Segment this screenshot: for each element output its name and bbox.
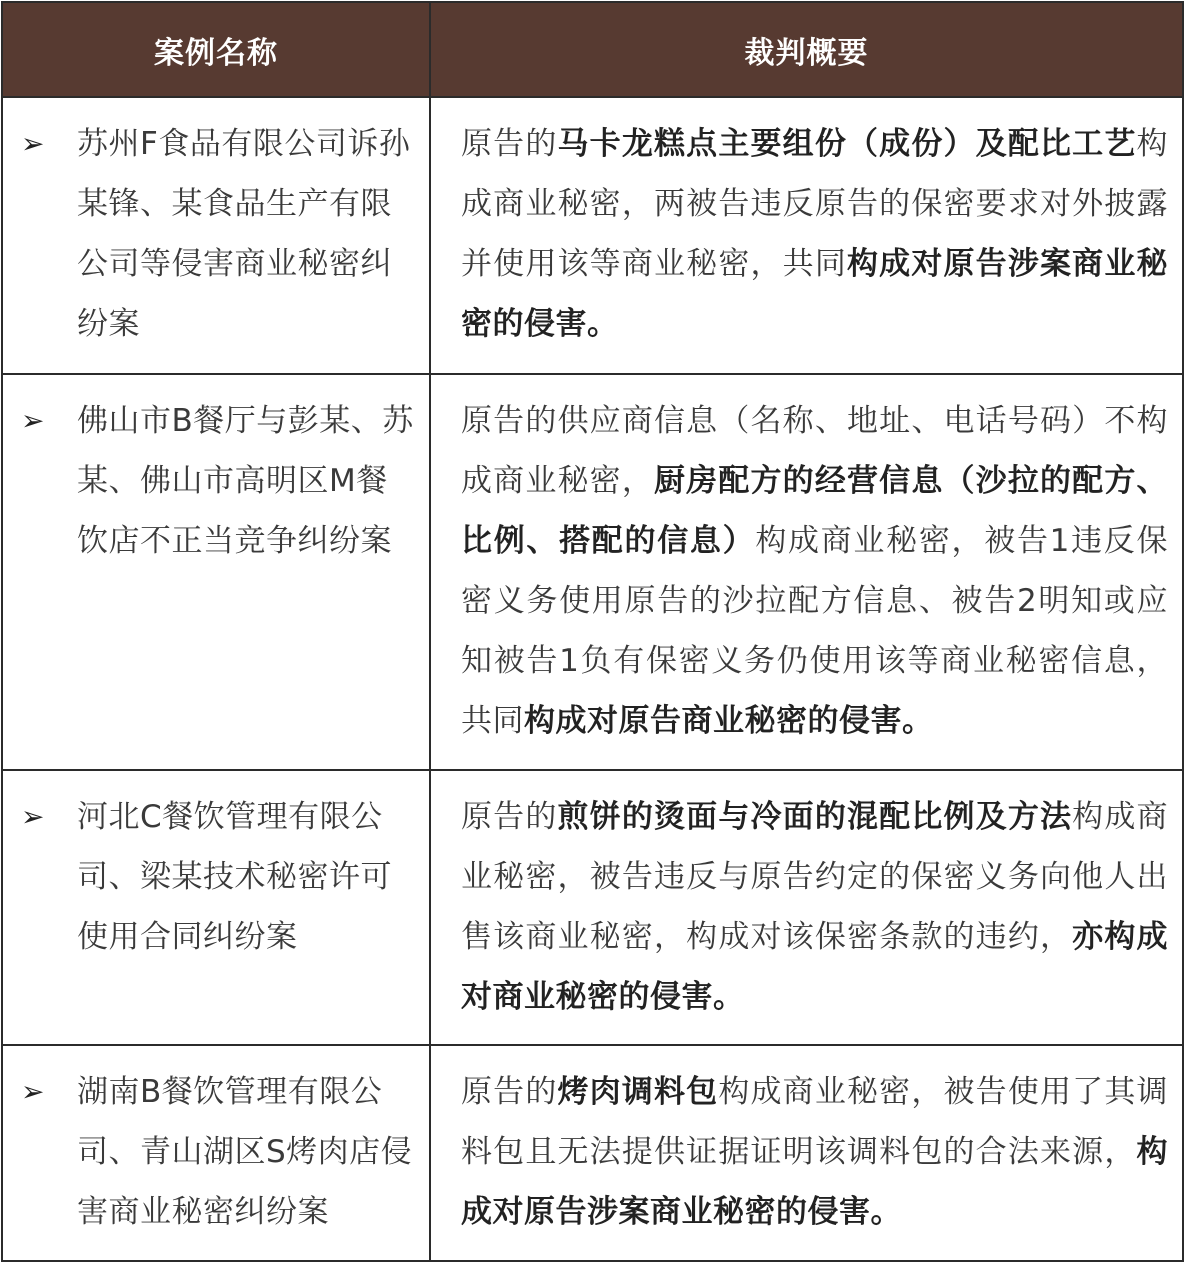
summary-segment: 原告的 (461, 799, 558, 835)
summary-segment-bold: 亦构成对商业秘密的侵害。 (461, 919, 1169, 1015)
table-row (2, 1045, 1183, 1261)
summary-segment: 构成商业秘密，被告使用了其调料包且无法提供证据证明该调料包的合法来源， (461, 1074, 1169, 1170)
summary-segment-bold: 构成对原告涉案商业秘密的侵害。 (461, 1134, 1168, 1230)
summary-segment-bold: 构成对原告商业秘密的侵害。 (524, 703, 934, 739)
summary-segment-bold: 马卡龙糕点主要组份（成份）及配比工艺 (557, 126, 1137, 162)
case-summary-cell (430, 770, 1183, 1045)
table-row (2, 770, 1183, 1045)
summary-segment: 原告的供应商信息（名称、地址、电话号码）不构成商业秘密， (461, 403, 1168, 499)
case-summary (461, 1062, 1168, 1242)
summary-segment: 构成商业秘密，两被告违反原告的保密要求对外披露并使用该等商业秘密，共同 (461, 126, 1168, 282)
arrow-bullet-icon: ➢ (21, 127, 45, 160)
summary-segment-bold: 构成对原告涉案商业秘密的侵害。 (461, 246, 1168, 342)
case-name-cell (2, 97, 430, 374)
summary-segment: 构成商业秘密，被告违反与原告约定的保密义务向他人出售该商业秘密，构成对该保密条款的违约， (461, 799, 1169, 955)
case-summary (461, 391, 1168, 751)
arrow-bullet-icon: ➢ (21, 800, 45, 833)
summary-segment: 构成商业秘密，被告1违反保密义务使用原告的沙拉配方信息、被告2明知或应知被告1负有保密义务仍使用该等商业秘密信息，共同 (461, 523, 1168, 739)
case-name-cell (2, 770, 430, 1045)
summary-segment: 原告的 (461, 1074, 558, 1110)
column-header-summary: 裁判概要 (430, 2, 1183, 97)
arrow-bullet-icon: ➢ (21, 404, 45, 437)
summary-segment: 原告的 (461, 126, 558, 162)
table-row (2, 97, 1183, 374)
table-header-row (2, 2, 1183, 97)
case-table (1, 1, 1184, 1262)
case-name: 佛山市B餐厅与彭某、苏某、佛山市高明区M餐饮店不正当竞争纠纷案 (77, 403, 414, 559)
case-name: 苏州F食品有限公司诉孙某锋、某食品生产有限公司等侵害商业秘密纠纷案 (77, 126, 411, 342)
case-summary-cell (430, 1045, 1183, 1261)
case-name-cell (2, 1045, 430, 1261)
case-name: 湖南B餐饮管理有限公司、青山湖区S烤肉店侵害商业秘密纠纷案 (77, 1074, 413, 1230)
case-summary (461, 787, 1168, 1027)
case-name-cell (2, 374, 430, 770)
arrow-bullet-icon: ➢ (21, 1075, 45, 1108)
table-row (2, 374, 1183, 770)
column-header-case-name: 案例名称 (2, 2, 430, 97)
summary-segment-bold: 厨房配方的经营信息（沙拉的配方、比例、搭配的信息） (461, 463, 1168, 559)
case-summary-cell (430, 374, 1183, 770)
case-summary-cell (430, 97, 1183, 374)
summary-segment-bold: 烤肉调料包 (557, 1074, 719, 1110)
summary-segment-bold: 煎饼的烫面与冷面的混配比例及方法 (557, 799, 1073, 835)
case-name: 河北C餐饮管理有限公司、梁某技术秘密许可使用合同纠纷案 (77, 799, 392, 955)
case-summary (461, 114, 1168, 354)
